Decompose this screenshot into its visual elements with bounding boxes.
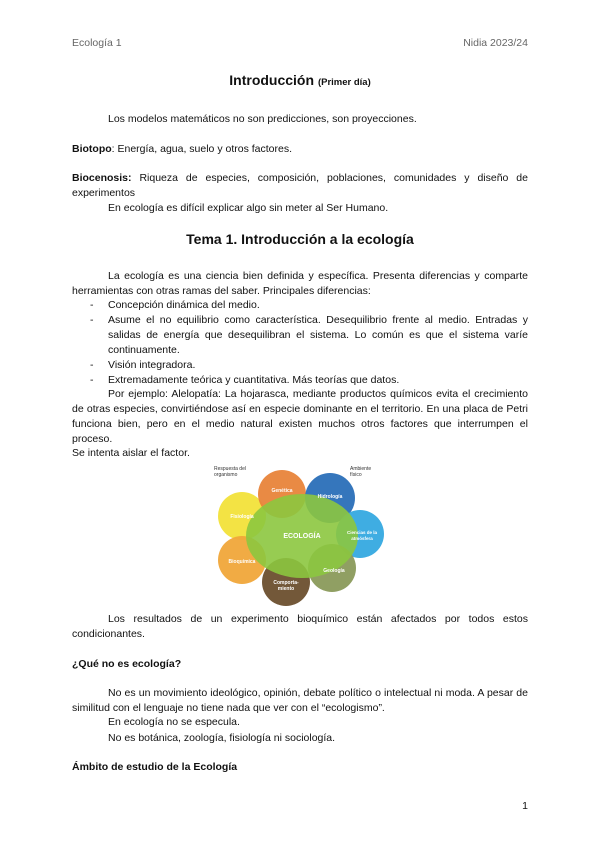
biocenosis-label: Biocenosis: (72, 172, 132, 184)
intro-title-text: Introducción (229, 72, 315, 88)
diagram-node-hidrologia: Hidrología (317, 494, 343, 500)
diagram-node-genetica: Genética (271, 488, 293, 494)
ambito-title: Ámbito de estudio de la Ecología (72, 761, 238, 773)
diagram-node-comportamiento-2: miento (277, 586, 295, 592)
diagram-node-bioquimica: Bioquímica (228, 559, 256, 565)
tema1-paragraph-3: Se intenta aislar el factor. (72, 447, 190, 459)
page-number: 1 (522, 800, 528, 812)
intro-paragraph-2: En ecología es difícil explicar algo sin meter al Ser Humano. (108, 202, 389, 214)
biotopo-paragraph (72, 142, 528, 157)
biotopo-label: Biotopo (72, 143, 112, 155)
header-right: Nidia 2023/24 (463, 37, 528, 49)
que-no-paragraph-1: No es un movimiento ideológico, opinión, debate político o intelectual ni moda. A pesar de similitud con el lenguaje no tiene nada que ver con el “ecologismo”. (72, 687, 528, 714)
list-item: - Extremadamente teórica y cuantitativa. Más teorías que datos. (90, 374, 400, 386)
intro-paragraph-1: Los modelos matemáticos no son predicciones, son proyecciones. (108, 113, 417, 125)
list-item: - Concepción dinámica del medio. (90, 299, 260, 311)
diagram-node-atmosfera-1: Ciencias de la (346, 530, 378, 535)
intro-subtitle: (Primer día) (317, 77, 371, 88)
ecology-diagram (210, 460, 396, 608)
diagram-node-atmosfera-2: atmósfera (351, 536, 373, 541)
tema1-paragraph-1: La ecología es una ciencia bien definida y específica. Presenta diferencias y comparte herramientas con otras ramas del saber. Principales diferencias: (72, 270, 528, 297)
diagram-center-label: ECOLOGÍA (283, 533, 321, 540)
list-item: - Visión integradora. (90, 359, 196, 371)
biotopo-text: : Energía, agua, suelo y otros factores. (111, 143, 293, 155)
diagram-label-top-left-2: organismo (214, 472, 238, 478)
que-no-paragraph-2: En ecología no se especula. (108, 716, 240, 728)
diagram-node-fisiologia: Fisiología (230, 514, 254, 520)
tema1-paragraph-4: Los resultados de un experimento bioquímico están afectados por todos estos condicionantes. (72, 613, 528, 640)
que-no-title: ¿Qué no es ecología? (72, 658, 182, 670)
que-no-paragraph-3: No es botánica, zoología, fisiología ni sociología. (108, 732, 336, 744)
diagram-node-comportamiento-1: Comporta- (273, 580, 299, 586)
diagram-label-top-left-1: Respuesta del (214, 466, 246, 472)
header-left: Ecología 1 (72, 37, 122, 49)
tema1-title: Tema 1. Introducción a la ecología (186, 231, 414, 247)
tema1-paragraph-2: Por ejemplo: Alelopatía: La hojarasca, mediante productos químicos evita el crecimiento de otras especies, convirtiéndose así en especie dominante en el territorio. En una placa de Petri funciona bien, pero en el medio natural existen muchos otros factores que interrumpen el proceso. (72, 388, 528, 445)
intro-title (72, 73, 528, 90)
differences-list (72, 298, 528, 388)
biocenosis-text: Riqueza de especies, composición, poblaciones, comunidades y diseño de experimentos (72, 172, 528, 199)
diagram-label-top-right-2: físico (350, 472, 362, 478)
biocenosis-paragraph (72, 171, 528, 201)
list-item: - Asume el no equilibrio como característica. Desequilibrio frente al medio. Entradas y salidas de energía que desequilibran el sistema. Lo común es que el sistema varíe continuamente. (90, 314, 528, 356)
diagram-node-geologia: Geología (323, 568, 345, 574)
diagram-label-top-right-1: Ambiente (350, 466, 372, 472)
